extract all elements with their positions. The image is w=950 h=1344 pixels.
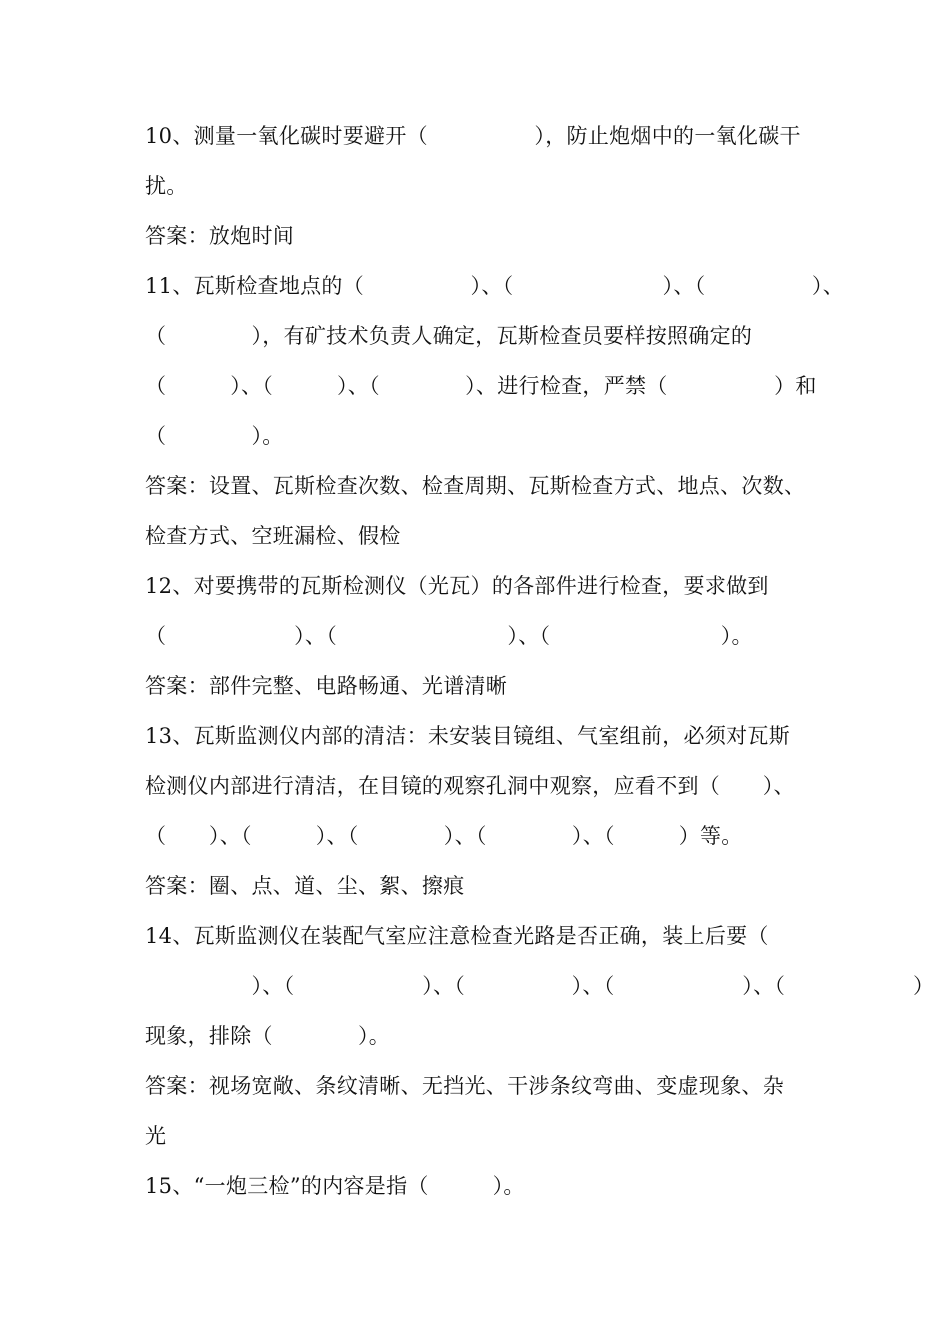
q15-line-1: 15、“一炮三检”的内容是指（ ）。 [145, 1174, 525, 1198]
q13-answer: 答案：圈、点、道、尘、絮、擦痕 [145, 874, 465, 898]
q11-line-4: （ ）。 [145, 424, 284, 448]
q13-line-3: （ ）、（ ）、（ ）、（ ）、（ ）等。 [145, 824, 743, 848]
q12-answer: 答案：部件完整、电路畅通、光谱清晰 [145, 674, 508, 698]
q14-line-3: 现象，排除（ ）。 [145, 1024, 391, 1048]
q11-answer-line-1: 答案：设置、瓦斯检查次数、检查周期、瓦斯检查方式、地点、次数、 [145, 474, 806, 498]
q11-answer-line-2: 检查方式、空班漏检、假检 [145, 524, 401, 548]
q12-line-1: 12、对要携带的瓦斯检测仪（光瓦）的各部件进行检查，要求做到 [145, 574, 769, 598]
q11-line-1: 11、瓦斯检查地点的（ ）、（ ）、（ ）、 [145, 274, 845, 298]
q12-line-2: （ ）、（ ）、（ ）。 [145, 624, 753, 648]
q13-line-1: 13、瓦斯监测仪内部的清洁：未安装目镜组、气室组前，必须对瓦斯 [145, 724, 791, 748]
q11-line-3: （ ）、（ ）、（ ）、进行检查，严禁（ ）和 [145, 374, 817, 398]
q13-line-2: 检测仪内部进行清洁，在目镜的观察孔洞中观察，应看不到（ ）、 [145, 774, 795, 798]
q11-line-2: （ ），有矿技术负责人确定，瓦斯检查员要样按照确定的 [145, 324, 753, 348]
q14-line-1: 14、瓦斯监测仪在装配气室应注意检查光路是否正确，装上后要（ [145, 924, 769, 948]
q10-line-1: 10、测量一氧化碳时要避开（ ），防止炮烟中的一氧化碳干 [145, 124, 801, 148]
q10-answer: 答案：放炮时间 [145, 224, 295, 248]
q10-line-2: 扰。 [145, 174, 188, 198]
q14-answer-line-2: 光 [145, 1124, 167, 1148]
q14-line-2: ）、（ ）、（ ）、（ ）、（ ） [145, 974, 935, 998]
q14-answer-line-1: 答案：视场宽敞、条纹清晰、无挡光、干涉条纹弯曲、变虚现象、杂 [145, 1074, 784, 1098]
